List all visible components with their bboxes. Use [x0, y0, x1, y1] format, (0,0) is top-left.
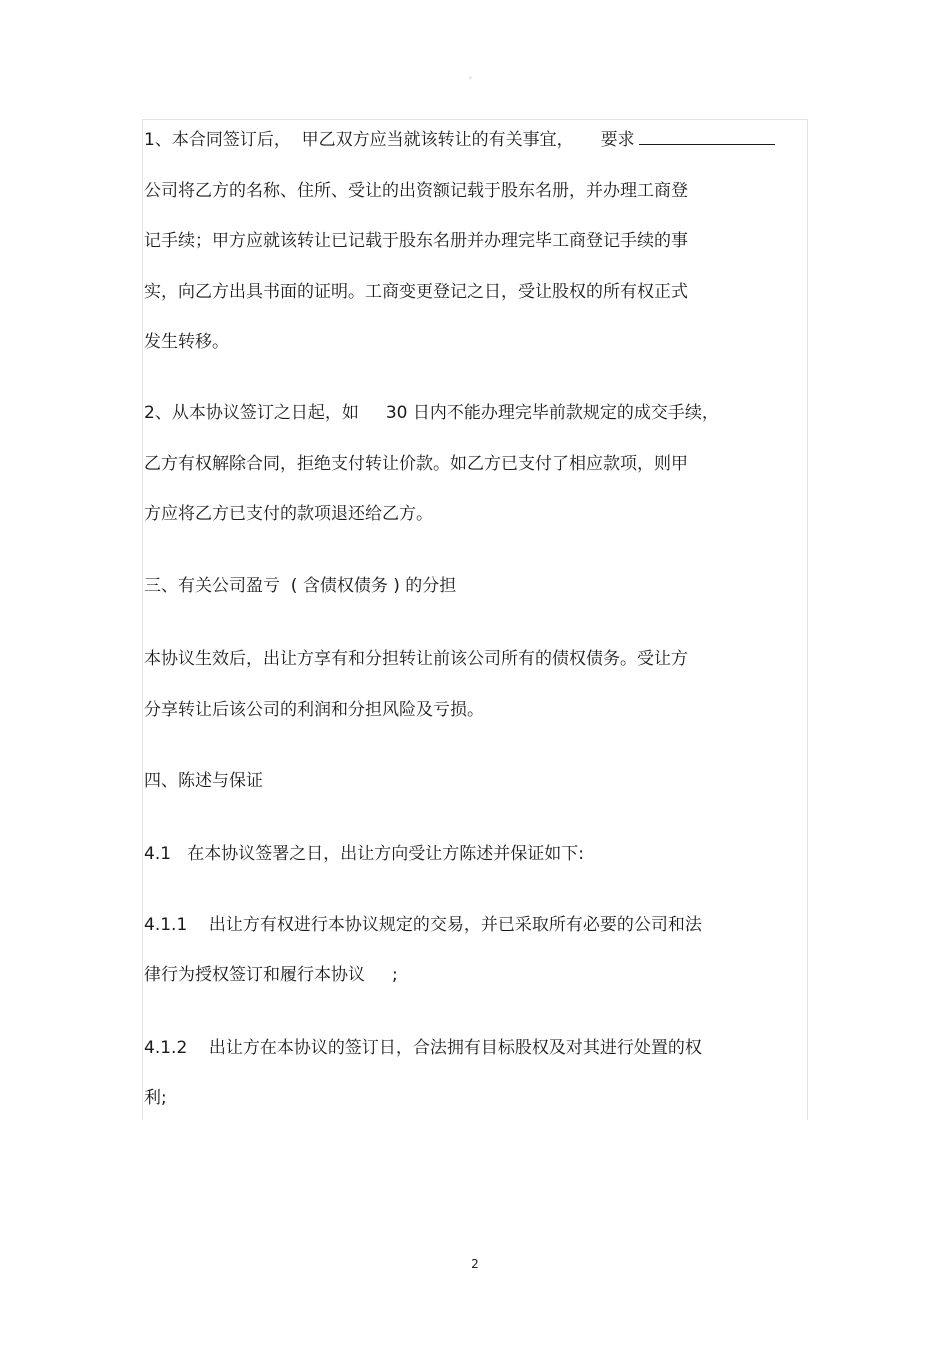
- fill-in-blank[interactable]: [639, 130, 775, 145]
- clause-4-1-1-line-1: 4.1.1 出让方有权进行本协议规定的交易，并已采取所有必要的公司和法: [144, 915, 702, 935]
- clause-2-line-2: 乙方有权解除合同，拒绝支付转让价款。如乙方已支付了相应款项，则甲: [144, 454, 688, 474]
- clause-1-line-5: 发生转移。: [144, 332, 229, 352]
- section-3-line-2: 分享转让后该公司的利润和分担风险及亏损。: [144, 700, 484, 720]
- clause-1-line-3: 记手续；甲方应就该转让已记载于股东名册并办理完毕工商登记手续的事: [144, 231, 688, 251]
- clause-4-1-1-line-2: 律行为授权签订和履行本协议 ;: [144, 965, 398, 985]
- header-mark: 。: [469, 71, 477, 80]
- section-3-line-1: 本协议生效后，出让方享有和分担转让前该公司所有的债权债务。受让方: [144, 649, 688, 669]
- section-4-heading: 四、陈述与保证: [144, 771, 263, 791]
- clause-2-line-3: 方应将乙方已支付的款项退还给乙方。: [144, 504, 433, 524]
- clause-1-line-4: 实，向乙方出具书面的证明。工商变更登记之日，受让股权的所有权正式: [144, 282, 688, 302]
- clause-4-1: 4.1 在本协议签署之日，出让方向受让方陈述并保证如下:: [144, 844, 584, 864]
- clause-4-1-2-line-1: 4.1.2 出让方在本协议的签订日，合法拥有目标股权及对其进行处置的权: [144, 1038, 702, 1058]
- clause-1-line-1: [144, 128, 775, 152]
- clause-4-1-2-line-2: 利;: [144, 1088, 167, 1108]
- clause-1-line-2: 公司将乙方的名称、住所、受让的出资额记载于股东名册，并办理工商登: [144, 181, 688, 201]
- clause-1-text: 1、本合同签订后， 甲乙双方应当就该转让的有关事宜， 要求: [144, 130, 635, 150]
- section-3-heading: 三、有关公司盈亏 ( 含债权债务 ) 的分担: [144, 576, 457, 596]
- clause-2-line-1: 2、从本协议签订之日起，如 30 日内不能办理完毕前款规定的成交手续，: [144, 403, 719, 423]
- page-number: 2: [471, 1257, 479, 1271]
